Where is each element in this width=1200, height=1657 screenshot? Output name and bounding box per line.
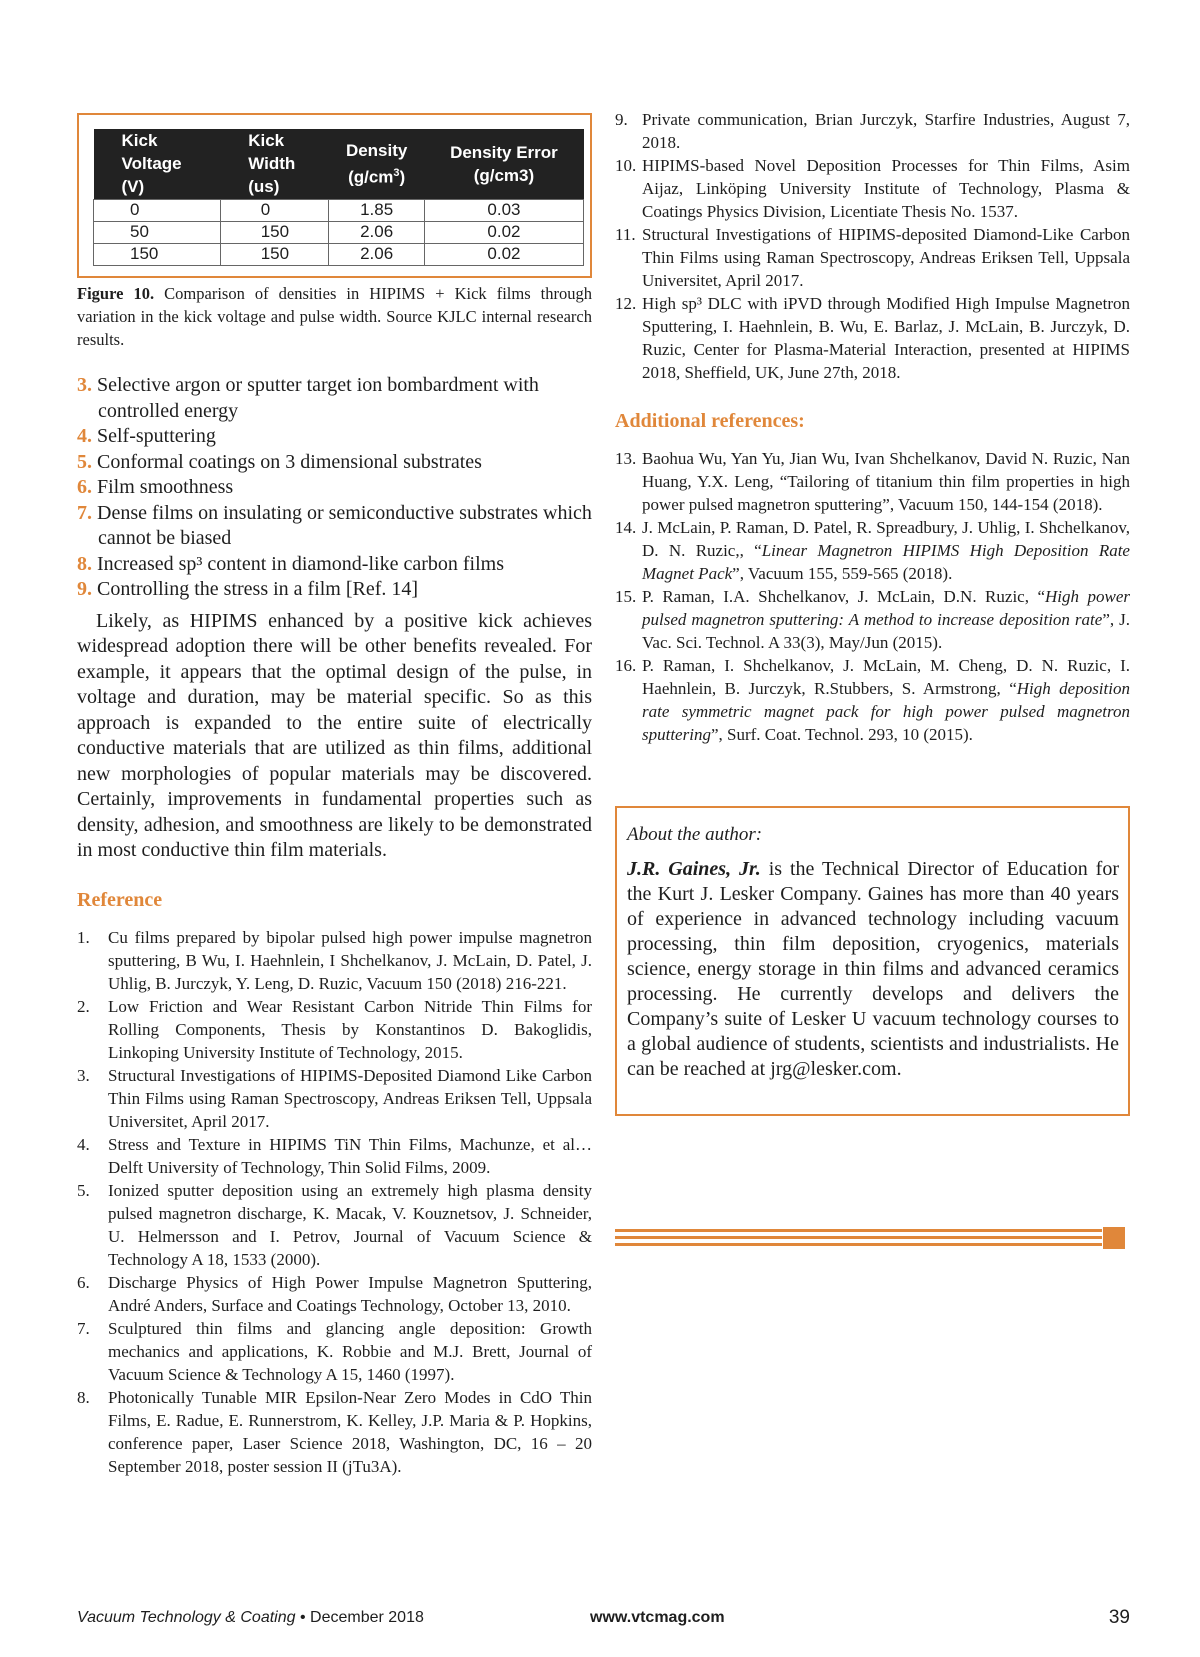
list-item: 3. Selective argon or sputter target ion bombardment with controlled energy	[77, 374, 539, 422]
table-cell: 150	[220, 243, 329, 265]
density-table	[93, 129, 584, 266]
reference-item: 14. J. McLain, P. Raman, D. Patel, R. Spreadbury, J. Uhlig, I. Shchelkanov, D. N. Ruzic,, “Linear Magnetron HIPIMS High Deposition Rate Magnet Pack”, Vacuum 155, 559-565 (2018).	[615, 518, 1130, 583]
additional-reference-list	[615, 447, 1130, 746]
table-row	[94, 243, 584, 265]
accent-square	[1103, 1227, 1125, 1249]
reference-list	[77, 926, 592, 1478]
table-cell: 150	[220, 221, 329, 243]
list-item: 7. Dense films on insulating or semiconductive substrates which cannot be biased	[77, 501, 592, 549]
table-cell: 50	[94, 221, 221, 243]
reference-item: 1. Cu films prepared by bipolar pulsed high power impulse magnetron sputtering, B Wu, I. Haehnlein, I Shchelkanov, J. McLain, D. Patel, J. Uhlig, B. Jurczyk, Y. Leng, D. Ruzic, Vacuum 150 (2018) 216-221.	[77, 927, 592, 993]
reference-item: 4. Stress and Texture in HIPIMS TiN Thin Films, Machunze, et al… Delft University of Technology, Thin Solid Films, 2009.	[77, 1134, 592, 1177]
author-name: J.R. Gaines, Jr.	[627, 858, 761, 880]
table-cell: 0	[94, 199, 221, 221]
table-row	[94, 221, 584, 243]
additional-references-heading: Additional references:	[615, 410, 805, 432]
reference-item: 13. Baohua Wu, Yan Yu, Jian Wu, Ivan Shchelkanov, David N. Ruzic, Nan Huang, Y.X. Leng, “Tailoring of titanium thin film properties in high power pulsed magnetron sputtering”, Vacuum 150, 144-154 (2018).	[615, 449, 1130, 514]
figure-10	[77, 113, 592, 278]
reference-item: 8. Photonically Tunable MIR Epsilon-Near Zero Modes in CdO Thin Films, E. Radue, E. Runnerstrom, K. Kelley, J.P. Maria & P. Hopkins, conference paper, Laser Science 2018, Washington, DC, 16 – 20 September 2018, poster session II (jTu3A).	[77, 1387, 592, 1476]
reference-item: 6. Discharge Physics of High Power Impulse Magnetron Sputtering, André Anders, Surface and Coatings Technology, October 13, 2010.	[77, 1272, 592, 1315]
header-kick-voltage: Kick Voltage (V)	[94, 129, 221, 199]
benefits-list	[77, 373, 592, 603]
reference-item: 9. Private communication, Brian Jurczyk, Starfire Industries, August 7, 2018.	[615, 110, 1130, 152]
reference-item: 5. Ionized sputter deposition using an extremely high plasma density pulsed magnetron discharge, K. Macak, V. Kouznetsov, J. Schneider, U. Helmersson and I. Petrov, Journal of Vacuum Science & Technology A 18, 1533 (2000).	[77, 1180, 592, 1269]
header-kick-width: Kick Width (us)	[220, 129, 329, 199]
reference-item: 2. Low Friction and Wear Resistant Carbon Nitride Thin Films for Rolling Components, Thesis by Konstantinos D. Bakoglidis, Linkoping University Institute of Technology, 2015.	[77, 996, 592, 1062]
list-item: 9. Controlling the stress in a film [Ref. 14]	[77, 578, 419, 600]
table-cell: 0.03	[424, 199, 583, 221]
header-density: Density $(g/cm^3)$	[329, 129, 424, 199]
table-cell: 1.85	[329, 199, 424, 221]
reference-heading: Reference	[77, 888, 163, 911]
right-column	[615, 108, 1130, 1116]
reference-item: 15. P. Raman, I.A. Shchelkanov, J. McLain, D.N. Ruzic, “High power pulsed magnetron sputtering: A method to increase deposition rate”, J. Vac. Sci. Technol. A 33(3), May/Jun (2015).	[615, 587, 1130, 652]
page-number: 39	[1108, 1607, 1130, 1628]
reference-item: 10. HIPIMS-based Novel Deposition Processes for Thin Films, Asim Aijaz, Linköping University Institute of Technology, Plasma & Coatings Physics Division, Licentiate Thesis No. 1537.	[615, 156, 1130, 221]
table-cell: 2.06	[329, 221, 424, 243]
table-cell: 2.06	[329, 243, 424, 265]
list-item: 8. Increased sp³ content in diamond-like carbon films	[77, 552, 504, 575]
table-cell: 0.02	[424, 221, 583, 243]
reference-item: 11. Structural Investigations of HIPIMS-deposited Diamond-Like Carbon Thin Films using Raman Spectroscopy, Andreas Eriksen Tell, Uppsala Universitet, April 2017.	[615, 225, 1130, 290]
reference-item: 12. High sp³ DLC with iPVD through Modified High Impulse Magnetron Sputtering, I. Haehnlein, B. Wu, E. Barlaz, J. McLain, B. Jurczyk, D. Ruzic, Center for Plasma-Material Interaction, presented at HIPIMS 2018, Sheffield, UK, June 27th, 2018.	[615, 294, 1130, 382]
list-item: 6. Film smoothness	[77, 476, 234, 498]
table-cell: 0	[220, 199, 329, 221]
footer-url[interactable]: www.vtcmag.com	[590, 1609, 725, 1626]
left-column	[77, 113, 592, 1478]
reference-item: 7. Sculptured thin films and glancing angle deposition: Growth mechanics and applications, K. Robbie and M.J. Brett, Journal of Vacuum Science & Technology A 15, 1460 (1997).	[77, 1318, 592, 1384]
decorative-rule	[615, 1227, 1125, 1251]
body-paragraph: Likely, as HIPIMS enhanced by a positive kick achieves widespread adoption there will be other benefits revealed. For example, it appears that the optimal design of the pulse, in voltage and duration, may be material specific. So as this approach is expanded to the entire suite of electrically conductive materials that are utilized as thin films, additional new morphologies of popular materials may be discovered. Certainly, improvements in fundamental properties such as density, adhesion, and smoothness are likely to be demonstrated in most conductive thin film materials.	[77, 609, 592, 861]
footer-publication: Vacuum Technology & Coating • December 2018	[77, 1609, 424, 1626]
figure-caption	[77, 282, 592, 351]
list-item: 4. Self-sputtering	[77, 425, 216, 447]
list-item: 5. Conformal coatings on 3 dimensional substrates	[77, 450, 482, 473]
table-cell: 150	[94, 243, 221, 265]
table-row	[94, 199, 584, 221]
reference-item: 16. P. Raman, I. Shchelkanov, J. McLain, M. Cheng, D. N. Ruzic, I. Haehnlein, B. Jurczyk, R.Stubbers, S. Armstrong, “High deposition rate symmetric magnet pack for high power pulsed magnetron sputtering”, Surf. Coat. Technol. 293, 10 (2015).	[615, 656, 1130, 744]
figure-label: Figure 10.	[77, 284, 155, 303]
header-density-error: Density Error (g/cm3)	[424, 129, 583, 199]
reference-item: 3. Structural Investigations of HIPIMS-Deposited Diamond Like Carbon Thin Films using Raman Spectroscopy, Andreas Eriksen Tell, Uppsala Universitet, April 2017.	[77, 1065, 592, 1131]
table-cell: 0.02	[424, 243, 583, 265]
about-author-box	[615, 806, 1130, 1116]
reference-list-continued	[615, 108, 1130, 384]
page-footer	[77, 1607, 1130, 1631]
author-heading: About the author:	[627, 824, 763, 845]
author-bio: J.R. Gaines, Jr. is the Technical Director of Education for the Kurt J. Lesker Company. Gaines has more than 40 years of experience in advanced technology including vacuum processing, thin film deposition, cryogenics, materials science, energy storage in thin films and advanced ceramics processing. He currently develops and delivers the Company’s suite of Lesker U vacuum technology courses to a global audience of students, scientists and industrialists. He can be reached at jrg@lesker.com.	[627, 858, 1119, 1080]
table-header-row	[94, 129, 584, 199]
figure-caption-text: Comparison of densities in HIPIMS + Kick films through variation in the kick voltage and pulse width. Source KJLC internal research results.	[77, 284, 592, 349]
